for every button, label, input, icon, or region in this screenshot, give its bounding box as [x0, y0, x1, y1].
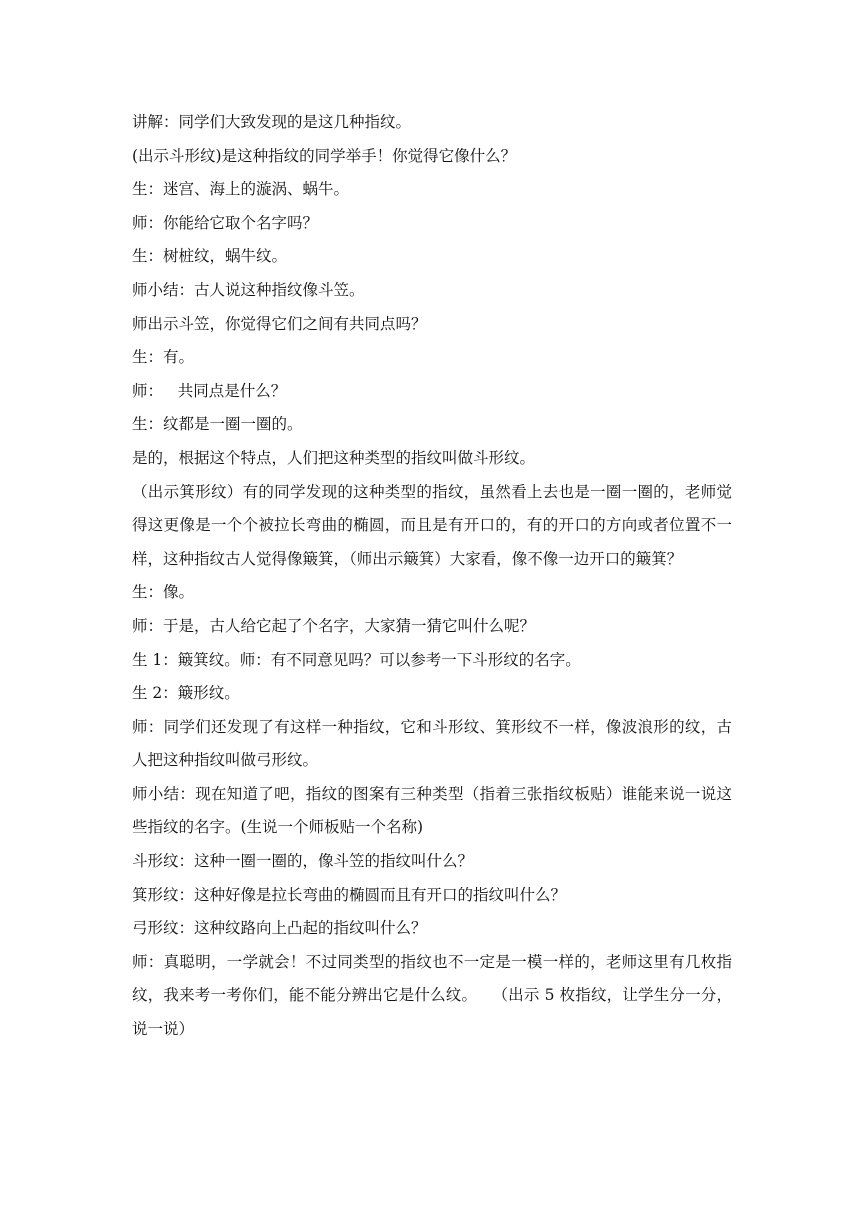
paragraph: 师：真聪明，一学就会！不过同类型的指纹也不一定是一模一样的，老师这里有几枚指纹，我来考一考你们，能不能分辨出它是什么纹。 （出示 5 枚指纹，让学生分一分，说一说） — [132, 952, 732, 1039]
paragraph: (出示斗形纹)是这种指纹的同学举手！你觉得它像什么？ — [132, 146, 517, 165]
paragraph: 箕形纹：这种好像是拉长弯曲的椭圆而且有开口的指纹叫什么？ — [132, 885, 567, 904]
paragraph: 生：迷宫、海上的漩涡、蜗牛。 — [132, 180, 350, 199]
document-body — [132, 106, 732, 1047]
paragraph: 斗形纹：这种一圈一圈的，像斗笠的指纹叫什么？ — [132, 852, 474, 871]
paragraph: 师：同学们还发现了有这样一种指纹，它和斗形纹、箕形纹不一样，像波浪形的纹，古人把这种指纹叫做弓形纹。 — [132, 717, 732, 770]
paragraph: 弓形纹：这种纹路向上凸起的指纹叫什么？ — [132, 919, 427, 938]
paragraph: 生：有。 — [132, 348, 195, 367]
paragraph: 是的，根据这个特点，人们把这种类型的指纹叫做斗形纹。 — [132, 448, 536, 467]
paragraph: 讲解：同学们大致发现的是这几种指纹。 — [132, 113, 412, 131]
paragraph: 生 2：簸形纹。 — [132, 684, 240, 703]
paragraph: 师小结：古人说这种指纹像斗笠。 — [132, 280, 365, 299]
paragraph: 师：你能给它取个名字吗？ — [132, 213, 319, 232]
paragraph: 师：于是，古人给它起了个名字，大家猜一猜它叫什么呢？ — [132, 616, 536, 635]
paragraph: 师小结：现在知道了吧，指纹的图案有三种类型（指着三张指纹板贴）谁能来说一说这些指纹的名字。(生说一个师板贴一个名称) — [132, 784, 732, 837]
paragraph: 师出示斗笠，你觉得它们之间有共同点吗？ — [132, 314, 427, 333]
paragraph: 生：纹都是一圈一圈的。 — [132, 415, 303, 434]
paragraph: 生：像。 — [132, 583, 195, 602]
paragraph: 生：树桩纹，蜗牛纹。 — [132, 247, 288, 266]
paragraph: 生 1：簸箕纹。师：有不同意见吗？可以参考一下斗形纹的名字。 — [132, 650, 581, 669]
paragraph: 师： 共同点是什么？ — [132, 381, 287, 400]
paragraph: （出示箕形纹）有的同学发现的这种类型的指纹，虽然看上去也是一圈一圈的，老师觉得这更像是一个个被拉长弯曲的椭圆，而且是有开口的，有的开口的方向或者位置不一样，这种指纹古人觉得像簸箕，（师出示簸箕）大家看，像不像一边开口的簸箕？ — [132, 482, 732, 568]
